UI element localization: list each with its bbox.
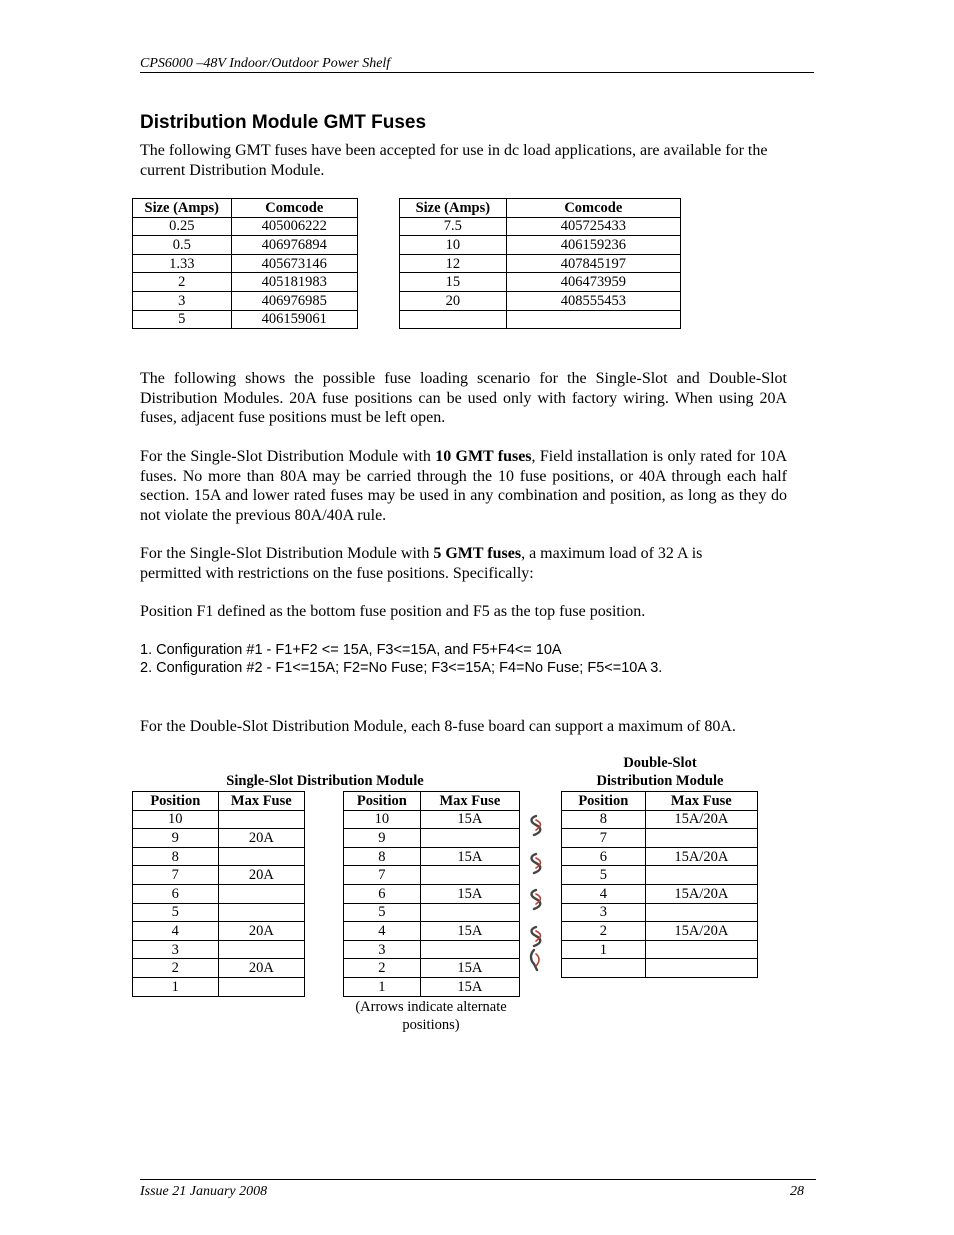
single-slot-caption: Single-Slot Distribution Module bbox=[226, 773, 424, 789]
table-cell: 1.33 bbox=[133, 254, 232, 273]
table-cell bbox=[218, 977, 304, 996]
table-cell: 406976985 bbox=[231, 291, 357, 310]
table-cell: 4 bbox=[344, 922, 421, 941]
table-row bbox=[133, 291, 358, 310]
table-row bbox=[562, 959, 758, 978]
table-row bbox=[562, 829, 758, 848]
table-row bbox=[562, 884, 758, 903]
table-cell: 2 bbox=[133, 959, 219, 978]
column-header: Size (Amps) bbox=[400, 199, 507, 218]
table-row bbox=[133, 254, 358, 273]
table-row bbox=[133, 310, 358, 329]
table-cell: 6 bbox=[133, 884, 219, 903]
table-cell bbox=[218, 810, 304, 829]
paragraph-10-fuses bbox=[140, 447, 787, 525]
text-run: For the Single-Slot Distribution Module with bbox=[140, 545, 434, 562]
table-cell: 6 bbox=[562, 847, 646, 866]
table-cell bbox=[218, 847, 304, 866]
table-cell: 406159061 bbox=[231, 310, 357, 329]
table-row bbox=[133, 922, 305, 941]
table-cell bbox=[420, 829, 519, 848]
table-cell: 2 bbox=[562, 922, 646, 941]
table-cell bbox=[645, 829, 757, 848]
table-row bbox=[133, 217, 358, 236]
column-header: Max Fuse bbox=[420, 792, 519, 811]
table-row bbox=[344, 959, 520, 978]
table-cell bbox=[562, 959, 646, 978]
table-row bbox=[133, 866, 305, 885]
paragraph-position-definition: Position F1 defined as the bottom fuse position and F5 as the top fuse position. bbox=[140, 603, 646, 620]
table-row bbox=[344, 829, 520, 848]
table-row bbox=[400, 291, 681, 310]
table-cell bbox=[645, 866, 757, 885]
paragraph-double-slot: For the Double-Slot Distribution Module, each 8-fuse board can support a maximum of 80A. bbox=[140, 718, 736, 735]
table-row bbox=[344, 903, 520, 922]
table-cell: 3 bbox=[133, 940, 219, 959]
table-row bbox=[133, 829, 305, 848]
table-cell: 406473959 bbox=[506, 273, 680, 292]
table-cell bbox=[218, 940, 304, 959]
table-row bbox=[133, 903, 305, 922]
double-slot-caption-line2: Distribution Module bbox=[596, 773, 724, 789]
table-cell: 4 bbox=[562, 884, 646, 903]
fuse-table-right bbox=[399, 198, 681, 329]
table-row bbox=[562, 922, 758, 941]
table-cell: 15A bbox=[420, 959, 519, 978]
table-cell: 5 bbox=[344, 903, 421, 922]
table-cell: 10 bbox=[344, 810, 421, 829]
configuration-1: 1. Configuration #1 - F1+F2 <= 15A, F3<=15A, and F5+F4<= 10A bbox=[140, 642, 562, 658]
table-cell: 2 bbox=[344, 959, 421, 978]
double-slot-caption-line1: Double-Slot bbox=[623, 755, 697, 771]
table-row bbox=[400, 254, 681, 273]
table-cell: 8 bbox=[344, 847, 421, 866]
table-cell: 7 bbox=[562, 829, 646, 848]
table-cell: 8 bbox=[133, 847, 219, 866]
table-cell: 1 bbox=[562, 940, 646, 959]
table-row bbox=[562, 903, 758, 922]
table-row bbox=[562, 940, 758, 959]
table-cell: 15A bbox=[420, 847, 519, 866]
table-row bbox=[344, 810, 520, 829]
table-cell: 3 bbox=[344, 940, 421, 959]
configuration-2: 2. Configuration #2 - F1<=15A; F2=No Fuse; F3<=15A; F4=No Fuse; F5<=10A 3. bbox=[140, 660, 663, 676]
table-row bbox=[562, 866, 758, 885]
table-row bbox=[133, 940, 305, 959]
table-row bbox=[133, 810, 305, 829]
table-row bbox=[344, 866, 520, 885]
table-row bbox=[562, 810, 758, 829]
table-cell: 15A/20A bbox=[645, 884, 757, 903]
double-slot-table bbox=[561, 791, 758, 978]
table-cell: 15 bbox=[400, 273, 507, 292]
table-cell: 5 bbox=[133, 310, 232, 329]
table-cell bbox=[420, 903, 519, 922]
table-cell: 10 bbox=[133, 810, 219, 829]
table-row bbox=[562, 847, 758, 866]
table-cell bbox=[420, 866, 519, 885]
table-cell: 406976894 bbox=[231, 236, 357, 255]
table-cell: 20A bbox=[218, 829, 304, 848]
paragraph-scenario: The following shows the possible fuse loading scenario for the Single-Slot and Double-Slot Distribution Modules. 20A fuse positions can be used only with factory wiring. When using 20A fuses, adjacent fuse positions must be left open. bbox=[140, 370, 787, 426]
table-row bbox=[133, 959, 305, 978]
text-run: , a maximum load of 32 A is permitted with restrictions on the fuse positions. Specifically: bbox=[140, 545, 703, 582]
bold-text: 5 GMT fuses bbox=[433, 545, 522, 562]
table-cell: 7.5 bbox=[400, 217, 507, 236]
table-row bbox=[400, 236, 681, 255]
intro-paragraph: The following GMT fuses have been accepted for use in dc load applications, are available for the current Distribution Module. bbox=[140, 142, 768, 179]
table-cell bbox=[645, 959, 757, 978]
footer-issue: Issue 21 January 2008 bbox=[140, 1184, 268, 1199]
table-row bbox=[133, 236, 358, 255]
table-row bbox=[133, 273, 358, 292]
table-cell: 8 bbox=[562, 810, 646, 829]
table-cell: 15A/20A bbox=[645, 922, 757, 941]
table-cell: 15A/20A bbox=[645, 847, 757, 866]
table-cell bbox=[645, 903, 757, 922]
text-run: , Field installation is only rated for 10A fuses. No more than 80A may be carried through the 10 fuse positions, or 40A through each half section. 15A and lower rated fuses may be used in any combination and position, as long as they do not violate the previous 80A/40A rule. bbox=[140, 448, 788, 524]
column-header: Position bbox=[133, 792, 219, 811]
running-header: CPS6000 –48V Indoor/Outdoor Power Shelf bbox=[140, 56, 391, 71]
single-slot-table-a bbox=[132, 791, 305, 997]
table-cell: 407845197 bbox=[506, 254, 680, 273]
table-cell: 20A bbox=[218, 866, 304, 885]
table-cell: 20 bbox=[400, 291, 507, 310]
table-row bbox=[400, 273, 681, 292]
table-cell bbox=[400, 310, 507, 329]
column-header: Max Fuse bbox=[218, 792, 304, 811]
table-cell: 6 bbox=[344, 884, 421, 903]
table-cell: 4 bbox=[133, 922, 219, 941]
table-cell: 9 bbox=[133, 829, 219, 848]
header-rule bbox=[140, 72, 814, 73]
fuse-table-left bbox=[132, 198, 358, 329]
column-header: Size (Amps) bbox=[133, 199, 232, 218]
table-row bbox=[344, 884, 520, 903]
table-cell: 20A bbox=[218, 959, 304, 978]
table-cell: 1 bbox=[344, 977, 421, 996]
table-cell: 405181983 bbox=[231, 273, 357, 292]
table-cell: 1 bbox=[133, 977, 219, 996]
table-cell: 9 bbox=[344, 829, 421, 848]
table-cell: 3 bbox=[562, 903, 646, 922]
table-cell bbox=[645, 940, 757, 959]
table-cell bbox=[420, 940, 519, 959]
table-row bbox=[133, 884, 305, 903]
bold-text: 10 GMT fuses bbox=[435, 448, 532, 465]
table-cell: 405673146 bbox=[231, 254, 357, 273]
page-number: 28 bbox=[790, 1184, 804, 1199]
table-cell bbox=[218, 903, 304, 922]
column-header: Comcode bbox=[231, 199, 357, 218]
table-cell: 408555453 bbox=[506, 291, 680, 310]
table-cell: 2 bbox=[133, 273, 232, 292]
table-cell: 15A/20A bbox=[645, 810, 757, 829]
table-cell: 406159236 bbox=[506, 236, 680, 255]
paragraph-5-fuses bbox=[140, 544, 760, 583]
table-cell: 12 bbox=[400, 254, 507, 273]
table-row bbox=[400, 217, 681, 236]
column-header: Comcode bbox=[506, 199, 680, 218]
table-cell: 15A bbox=[420, 977, 519, 996]
single-slot-table-b bbox=[343, 791, 520, 997]
table-cell: 5 bbox=[562, 866, 646, 885]
table-cell bbox=[506, 310, 680, 329]
column-header: Max Fuse bbox=[645, 792, 757, 811]
table-cell: 7 bbox=[133, 866, 219, 885]
table-cell: 15A bbox=[420, 810, 519, 829]
table-cell: 10 bbox=[400, 236, 507, 255]
arrows-note: (Arrows indicate alternate positions) bbox=[355, 999, 507, 1033]
table-cell bbox=[218, 884, 304, 903]
table-cell: 0.5 bbox=[133, 236, 232, 255]
table-row bbox=[400, 310, 681, 329]
footer-rule bbox=[140, 1179, 816, 1180]
table-cell: 405725433 bbox=[506, 217, 680, 236]
table-cell: 15A bbox=[420, 922, 519, 941]
column-header: Position bbox=[344, 792, 421, 811]
table-cell: 15A bbox=[420, 884, 519, 903]
table-cell: 3 bbox=[133, 291, 232, 310]
table-cell: 0.25 bbox=[133, 217, 232, 236]
column-header: Position bbox=[562, 792, 646, 811]
table-cell: 5 bbox=[133, 903, 219, 922]
section-heading: Distribution Module GMT Fuses bbox=[140, 112, 427, 133]
table-cell: 405006222 bbox=[231, 217, 357, 236]
table-cell: 7 bbox=[344, 866, 421, 885]
table-row bbox=[344, 940, 520, 959]
table-row bbox=[133, 847, 305, 866]
table-row bbox=[133, 977, 305, 996]
table-cell: 20A bbox=[218, 922, 304, 941]
table-row bbox=[344, 847, 520, 866]
table-row bbox=[344, 922, 520, 941]
text-run: For the Single-Slot Distribution Module with bbox=[140, 448, 436, 465]
table-row bbox=[344, 977, 520, 996]
alternate-position-arrows-icon bbox=[526, 812, 548, 974]
